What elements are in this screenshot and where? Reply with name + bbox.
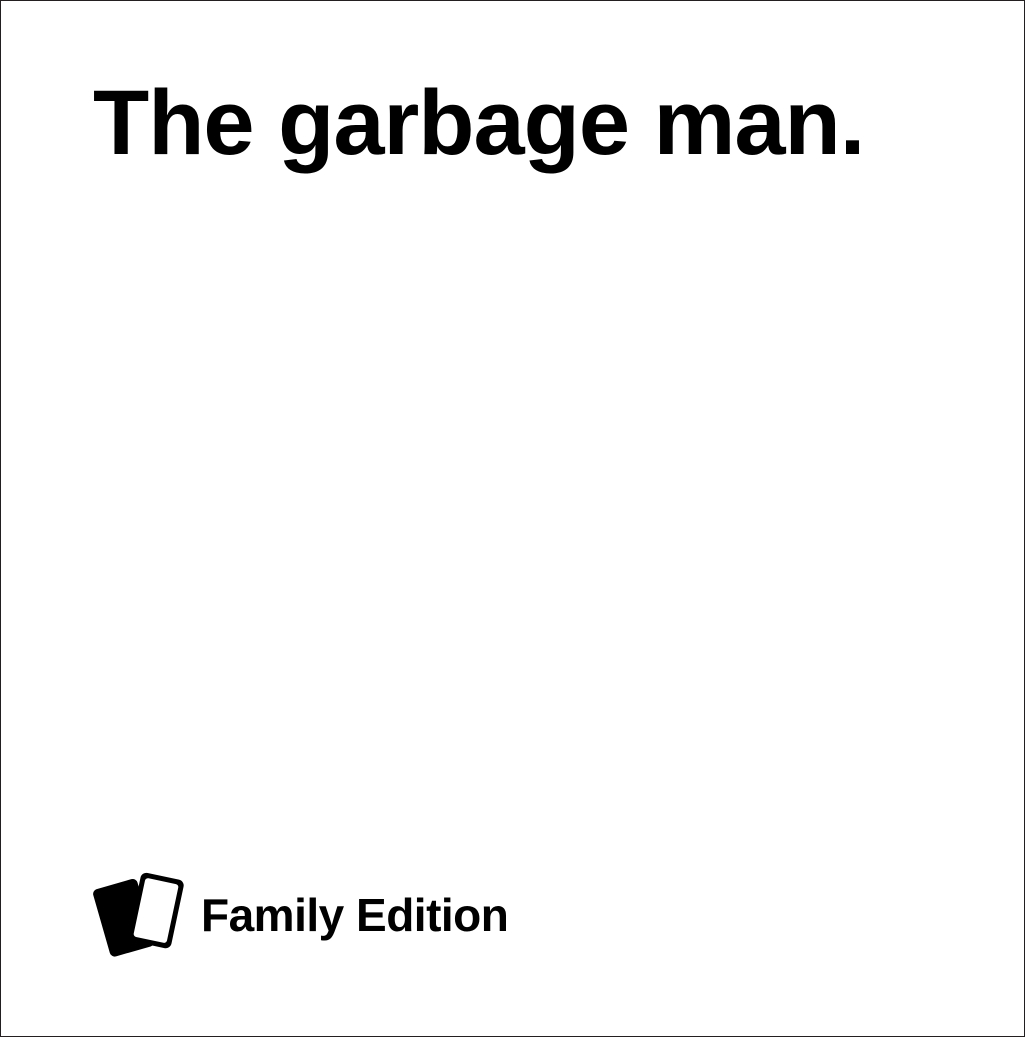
edition-label: Family Edition	[201, 889, 509, 941]
stacked-cards-icon	[93, 869, 187, 961]
card-text: The garbage man.	[93, 72, 865, 174]
card-footer	[93, 869, 508, 961]
